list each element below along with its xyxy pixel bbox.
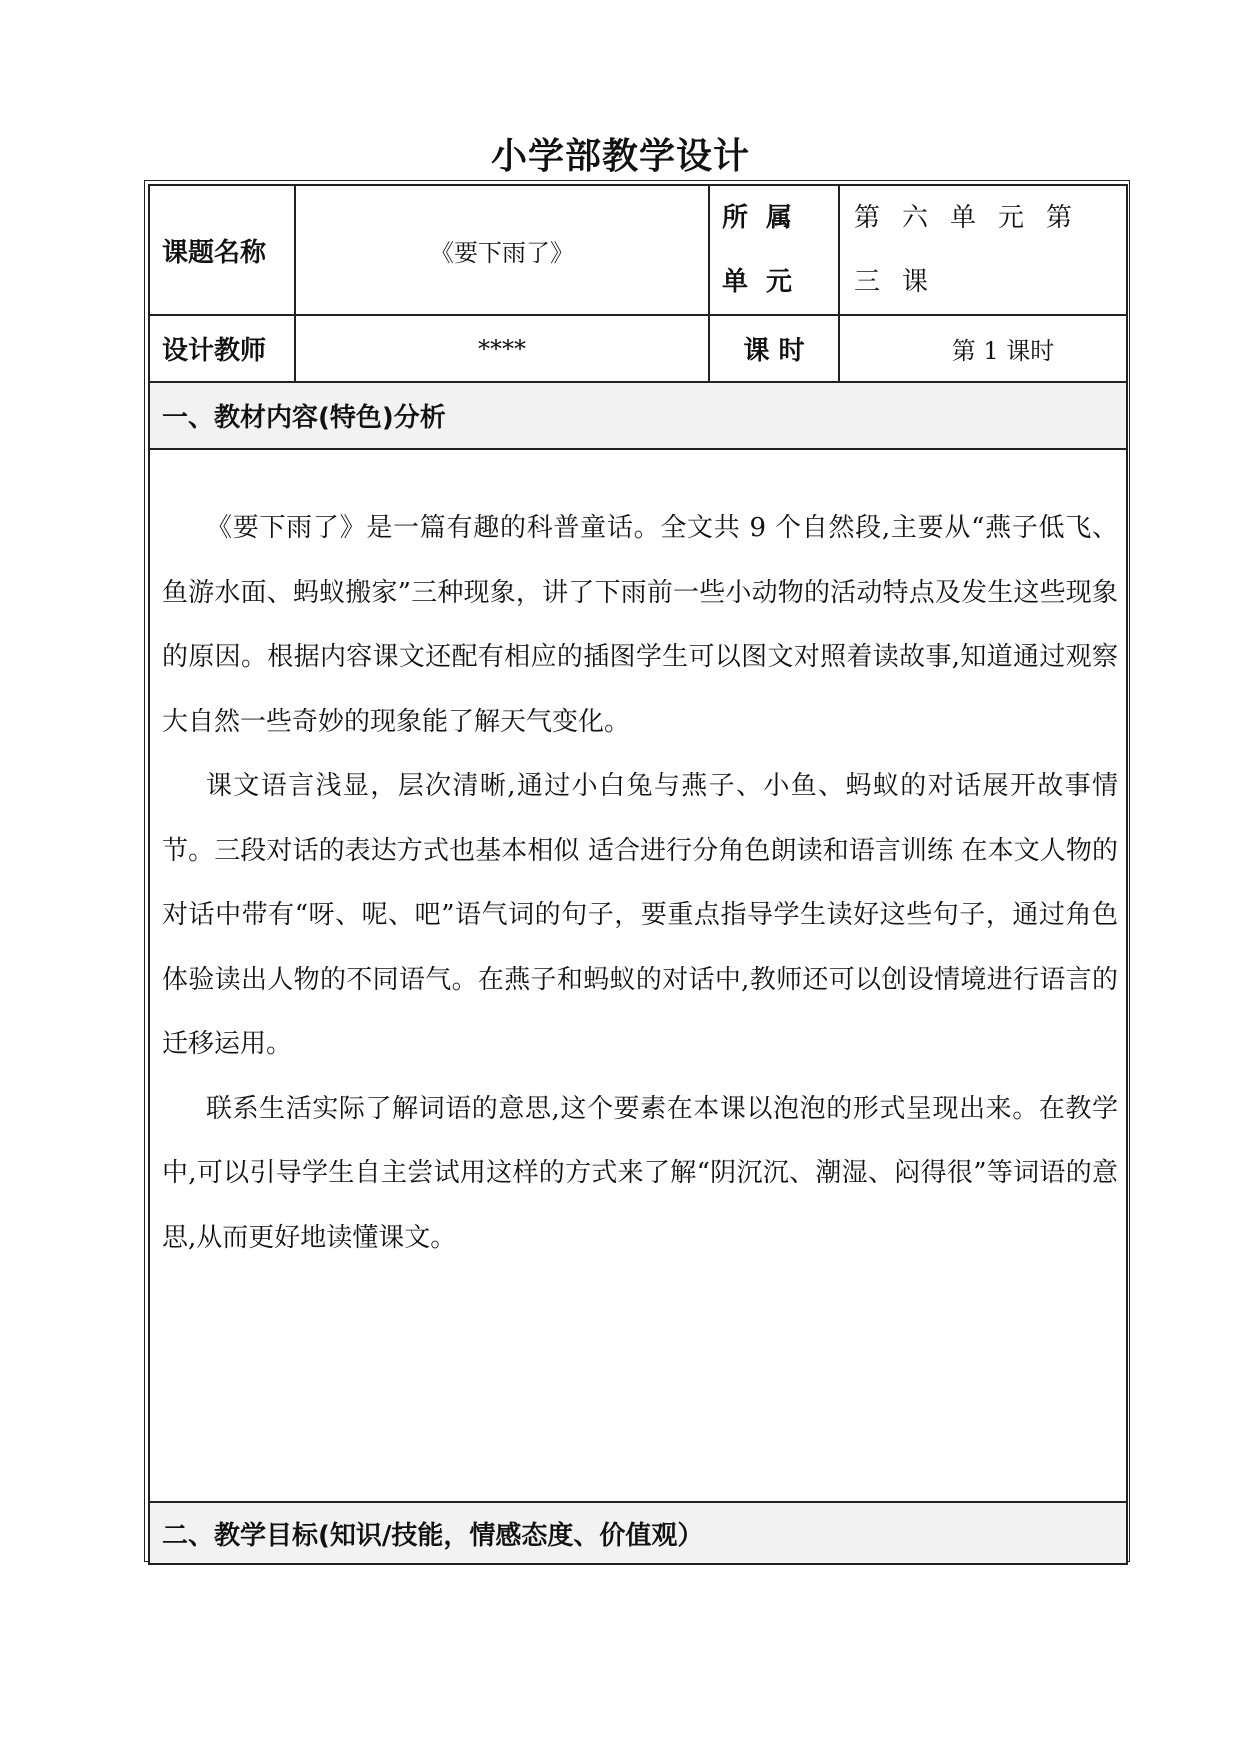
period-label-text: 课 时: [743, 336, 805, 366]
section1-header-row: [149, 382, 1127, 449]
document-title: 小学部教学设计: [490, 136, 750, 177]
lesson-design-table: [148, 184, 1128, 1565]
section1-header: 一、教材内容(特色)分析: [149, 382, 1127, 449]
topic-value: 《要下雨了》: [295, 185, 709, 315]
analysis-paragraph-2: 课文语言浅显，层次清晰,通过小白兔与燕子、小鱼、蚂蚁的对话展开故事情节。三段对话的表达方式也基本相似 适合进行分角色朗读和语言训练 在本文人物的对话中带有“呀、呢、吧”语气词的句子，要重点指导学生读好这些句子，通过角色体验读出人物的不同语气。在燕子和蚂蚁的对话中,教师还可以创设情境进行语言的迁移运用。: [162, 771, 1118, 1059]
section1-content: [149, 449, 1127, 1502]
analysis-paragraph-1: 《要下雨了》是一篇有趣的科普童话。全文共 9 个自然段,主要从“燕子低飞、鱼游水面、蚂蚁搬家”三种现象，讲了下雨前一些小动物的活动特点及发生这些现象的原因。根据内容课文还配有相应的插图学生可以图文对照着读故事,知道通过观察大自然一些奇妙的现象能了解天气变化。: [162, 513, 1118, 737]
teacher-row: [149, 315, 1127, 382]
unit-value: 第六单元第三课: [839, 185, 1127, 315]
topic-label: 课题名称: [149, 185, 295, 315]
analysis-paragraph-3: 联系生活实际了解词语的意思,这个要素在本课以泡泡的形式呈现出来。在教学中,可以引导学生自主尝试用这样的方式来了解“阴沉沉、潮湿、闷得很”等词语的意思,从而更好地读懂课文。: [162, 1093, 1119, 1253]
section2-header-row: [149, 1502, 1127, 1564]
teacher-label: 设计教师: [149, 315, 295, 382]
section1-content-row: [149, 449, 1127, 1502]
period-value: 第 1 课时: [839, 315, 1127, 382]
period-label: [709, 315, 839, 382]
topic-row: [149, 185, 1127, 315]
section2-header: 二、教学目标(知识/技能，情感态度、价值观）: [149, 1502, 1127, 1564]
unit-label: 所属单元: [709, 185, 839, 315]
teacher-value: ****: [295, 315, 709, 382]
